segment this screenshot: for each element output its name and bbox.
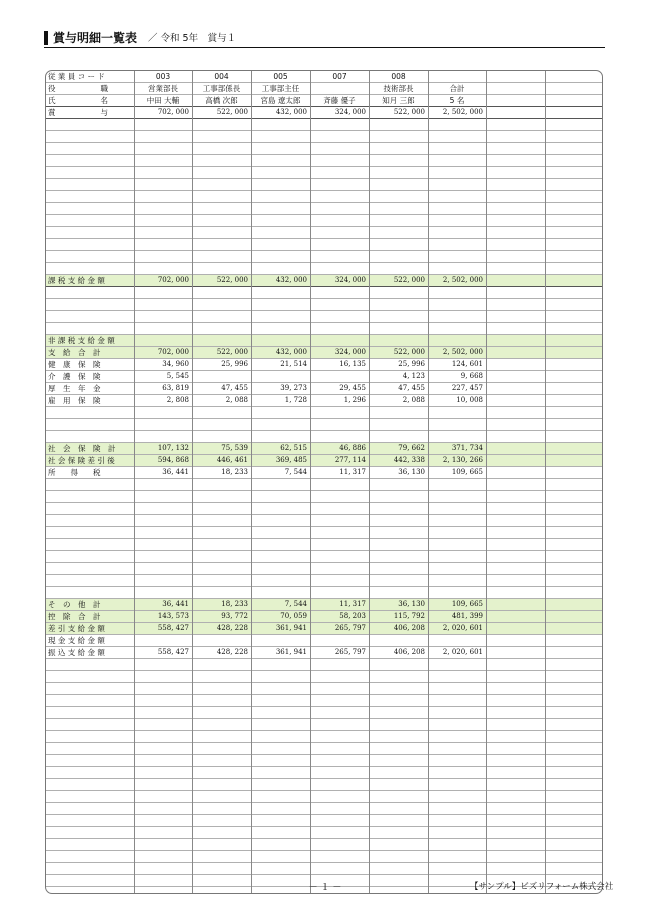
empty-row bbox=[46, 503, 602, 515]
amount-cell: 39, 273 bbox=[280, 384, 307, 392]
report-title: 賞与明細一覧表 bbox=[53, 31, 138, 45]
amount-cell: 70, 059 bbox=[280, 612, 307, 620]
column-divider bbox=[192, 71, 193, 893]
total-amount-cell bbox=[428, 335, 486, 346]
table-row bbox=[46, 623, 602, 635]
empty-row bbox=[46, 791, 602, 803]
empty-row bbox=[46, 515, 602, 527]
empty-row bbox=[46, 719, 602, 731]
empty-row bbox=[46, 767, 602, 779]
empty-row bbox=[46, 695, 602, 707]
amount-cell bbox=[192, 635, 251, 646]
empty-row bbox=[46, 563, 602, 575]
row-label: 課 税 支 給 金 額 bbox=[48, 276, 105, 285]
amount-cell: 115, 792 bbox=[393, 612, 425, 620]
amount-cell: 47, 455 bbox=[221, 384, 248, 392]
row-label: 健 康 保 険 bbox=[48, 360, 101, 369]
employee-position: 技術部長 bbox=[383, 84, 414, 93]
empty-row bbox=[46, 419, 602, 431]
amount-cell: 702, 000 bbox=[157, 348, 189, 356]
table-row bbox=[46, 383, 602, 395]
title-underline bbox=[44, 47, 605, 48]
amount-cell: 406, 208 bbox=[393, 624, 425, 632]
empty-row bbox=[46, 191, 602, 203]
empty-row bbox=[46, 731, 602, 743]
amount-cell: 522, 000 bbox=[216, 276, 248, 284]
table-row bbox=[46, 335, 602, 347]
table-row bbox=[46, 371, 602, 383]
header-row bbox=[46, 95, 602, 107]
empty-row bbox=[46, 407, 602, 419]
empty-row bbox=[46, 659, 602, 671]
amount-cell: 79, 662 bbox=[398, 444, 425, 452]
total-column-header: 合計 bbox=[449, 84, 465, 93]
empty-cell bbox=[428, 71, 486, 82]
page-number: － １ － bbox=[308, 883, 342, 893]
amount-cell: 7, 544 bbox=[284, 600, 307, 608]
row-label: 役 職 bbox=[48, 84, 108, 93]
amount-cell: 29, 455 bbox=[339, 384, 366, 392]
amount-cell: 18, 233 bbox=[221, 468, 248, 476]
table-row bbox=[46, 635, 602, 647]
total-amount-cell: 2, 130, 266 bbox=[442, 456, 483, 464]
amount-cell bbox=[251, 635, 310, 646]
amount-cell: 7, 544 bbox=[284, 468, 307, 476]
payroll-table bbox=[45, 70, 614, 894]
empty-row bbox=[46, 143, 602, 155]
header-row bbox=[46, 71, 602, 83]
column-divider bbox=[310, 71, 311, 893]
table-row bbox=[46, 359, 602, 371]
amount-cell: 36, 441 bbox=[162, 600, 189, 608]
row-label: 所 得 税 bbox=[48, 468, 101, 477]
total-amount-cell: 227, 457 bbox=[451, 384, 483, 392]
total-amount-cell: 10, 008 bbox=[456, 396, 483, 404]
amount-cell bbox=[310, 635, 369, 646]
amount-cell bbox=[192, 371, 251, 382]
amount-cell: 594, 868 bbox=[157, 456, 189, 464]
amount-cell: 1, 296 bbox=[343, 396, 366, 404]
amount-cell: 432, 000 bbox=[275, 276, 307, 284]
empty-row bbox=[46, 539, 602, 551]
amount-cell: 5, 545 bbox=[166, 372, 189, 380]
empty-row bbox=[46, 311, 602, 323]
amount-cell: 558, 427 bbox=[157, 648, 189, 656]
total-amount-cell: 481, 399 bbox=[451, 612, 483, 620]
employee-name: 宮島 遼太郎 bbox=[260, 96, 301, 105]
header-row bbox=[46, 83, 602, 95]
amount-cell bbox=[310, 371, 369, 382]
employee-position: 営業部長 bbox=[148, 84, 178, 93]
empty-row bbox=[46, 167, 602, 179]
table-row bbox=[46, 611, 602, 623]
amount-cell: 46, 886 bbox=[339, 444, 366, 452]
amount-cell: 442, 338 bbox=[393, 456, 425, 464]
employee-position bbox=[310, 83, 369, 94]
amount-cell bbox=[251, 335, 310, 346]
table-row bbox=[46, 599, 602, 611]
table-row bbox=[46, 275, 602, 287]
amount-cell: 47, 455 bbox=[398, 384, 425, 392]
amount-cell bbox=[369, 335, 428, 346]
amount-cell: 361, 941 bbox=[275, 624, 307, 632]
empty-row bbox=[46, 671, 602, 683]
amount-cell: 75, 539 bbox=[221, 444, 248, 452]
empty-row bbox=[46, 779, 602, 791]
total-amount-cell: 9, 668 bbox=[460, 372, 483, 380]
empty-row bbox=[46, 707, 602, 719]
total-amount-cell: 2, 502, 000 bbox=[442, 276, 483, 284]
empty-row bbox=[46, 851, 602, 863]
empty-row bbox=[46, 323, 602, 335]
employee-code: 005 bbox=[273, 72, 288, 81]
amount-cell: 18, 233 bbox=[221, 600, 248, 608]
amount-cell: 34, 960 bbox=[162, 360, 189, 368]
amount-cell: 324, 000 bbox=[334, 348, 366, 356]
table-row bbox=[46, 395, 602, 407]
total-amount-cell: 371, 734 bbox=[451, 444, 483, 452]
amount-cell: 2, 088 bbox=[402, 396, 425, 404]
amount-cell: 21, 514 bbox=[280, 360, 307, 368]
column-divider bbox=[134, 71, 135, 893]
empty-row bbox=[46, 227, 602, 239]
amount-cell bbox=[310, 335, 369, 346]
amount-cell bbox=[251, 371, 310, 382]
table-row bbox=[46, 443, 602, 455]
column-divider bbox=[486, 71, 487, 893]
row-label: 雇 用 保 険 bbox=[48, 396, 101, 405]
amount-cell: 11, 317 bbox=[339, 468, 366, 476]
empty-row bbox=[46, 287, 602, 299]
total-count: 5 名 bbox=[449, 96, 465, 105]
amount-cell: 702, 000 bbox=[157, 276, 189, 284]
row-label: そ の 他 計 bbox=[48, 600, 101, 609]
row-label: 従 業 員 コ ー ド bbox=[48, 72, 105, 81]
amount-cell: 36, 130 bbox=[398, 468, 425, 476]
empty-row bbox=[46, 827, 602, 839]
table-row bbox=[46, 347, 602, 359]
empty-row bbox=[46, 551, 602, 563]
row-label: 控 除 合 計 bbox=[48, 612, 101, 621]
empty-row bbox=[46, 839, 602, 851]
empty-row bbox=[46, 431, 602, 443]
table-row bbox=[46, 455, 602, 467]
empty-row bbox=[46, 299, 602, 311]
amount-cell: 432, 000 bbox=[275, 348, 307, 356]
row-label: 社 会 保 険 差 引 後 bbox=[48, 456, 115, 465]
row-label: 支 給 合 計 bbox=[48, 348, 101, 357]
table-row bbox=[46, 467, 602, 479]
row-label: 介 護 保 険 bbox=[48, 372, 101, 381]
amount-cell: 63, 819 bbox=[162, 384, 189, 392]
employee-position: 工事部主任 bbox=[261, 84, 300, 93]
amount-cell: 107, 132 bbox=[157, 444, 189, 452]
amount-cell: 25, 996 bbox=[221, 360, 248, 368]
amount-cell: 702, 000 bbox=[157, 108, 189, 116]
empty-row bbox=[46, 575, 602, 587]
employee-code: 008 bbox=[391, 72, 406, 81]
amount-cell: 93, 772 bbox=[221, 612, 248, 620]
total-amount-cell bbox=[428, 635, 486, 646]
amount-cell: 428, 228 bbox=[216, 624, 248, 632]
empty-row bbox=[46, 179, 602, 191]
row-label: 社 会 保 険 計 bbox=[48, 444, 116, 453]
empty-row bbox=[46, 491, 602, 503]
company-name: 【サンプル】ビズリフォーム株式会社 bbox=[470, 882, 614, 892]
amount-cell: 36, 441 bbox=[162, 468, 189, 476]
empty-row bbox=[46, 251, 602, 263]
row-label: 差 引 支 給 金 額 bbox=[48, 624, 105, 633]
amount-cell: 11, 317 bbox=[339, 600, 366, 608]
empty-row bbox=[46, 743, 602, 755]
empty-row bbox=[46, 119, 602, 131]
row-label: 非 課 税 支 給 金 額 bbox=[48, 336, 115, 345]
amount-cell: 36, 130 bbox=[398, 600, 425, 608]
employee-name: 知月 三郎 bbox=[382, 96, 415, 105]
amount-cell: 522, 000 bbox=[393, 276, 425, 284]
report-subtitle: ／ 令和 5年 賞与１ bbox=[148, 33, 237, 44]
empty-row bbox=[46, 755, 602, 767]
empty-row bbox=[46, 239, 602, 251]
empty-row bbox=[46, 863, 602, 875]
amount-cell: 58, 203 bbox=[339, 612, 366, 620]
column-divider bbox=[428, 71, 429, 893]
amount-cell: 522, 000 bbox=[393, 108, 425, 116]
column-divider bbox=[545, 71, 546, 893]
empty-row bbox=[46, 527, 602, 539]
amount-cell: 558, 427 bbox=[157, 624, 189, 632]
amount-cell: 324, 000 bbox=[334, 108, 366, 116]
amount-cell: 143, 573 bbox=[157, 612, 189, 620]
table-row bbox=[46, 647, 602, 659]
row-label: 賞 与 bbox=[48, 108, 108, 117]
employee-name: 斉藤 優子 bbox=[323, 96, 356, 105]
amount-cell bbox=[134, 635, 192, 646]
amount-cell: 522, 000 bbox=[216, 108, 248, 116]
total-amount-cell: 2, 020, 601 bbox=[442, 624, 483, 632]
employee-name: 高橋 次郎 bbox=[205, 96, 238, 105]
amount-cell: 277, 114 bbox=[334, 456, 366, 464]
total-amount-cell: 109, 665 bbox=[451, 600, 483, 608]
empty-row bbox=[46, 131, 602, 143]
employee-name: 中田 大輔 bbox=[146, 96, 180, 105]
amount-cell: 2, 088 bbox=[225, 396, 248, 404]
row-label: 振 込 支 給 金 額 bbox=[48, 648, 105, 657]
amount-cell: 265, 797 bbox=[334, 648, 366, 656]
empty-row bbox=[46, 815, 602, 827]
amount-cell: 522, 000 bbox=[393, 348, 425, 356]
column-divider bbox=[369, 71, 370, 893]
total-amount-cell: 2, 020, 601 bbox=[442, 648, 483, 656]
employee-code: 004 bbox=[214, 72, 229, 81]
row-label: 厚 生 年 金 bbox=[48, 384, 101, 393]
empty-row bbox=[46, 155, 602, 167]
amount-cell bbox=[134, 335, 192, 346]
empty-row bbox=[46, 803, 602, 815]
amount-cell: 361, 941 bbox=[275, 648, 307, 656]
empty-row bbox=[46, 215, 602, 227]
report-title-bar bbox=[44, 30, 604, 47]
amount-cell: 369, 485 bbox=[275, 456, 307, 464]
amount-cell: 62, 515 bbox=[280, 444, 307, 452]
amount-cell: 432, 000 bbox=[275, 108, 307, 116]
employee-code: 003 bbox=[155, 72, 171, 81]
amount-cell: 25, 996 bbox=[398, 360, 425, 368]
column-divider bbox=[251, 71, 252, 893]
amount-cell: 324, 000 bbox=[334, 276, 366, 284]
employee-code: 007 bbox=[332, 72, 347, 81]
amount-cell bbox=[192, 335, 251, 346]
amount-cell: 4, 123 bbox=[402, 372, 425, 380]
amount-cell: 446, 461 bbox=[216, 456, 248, 464]
amount-cell: 428, 228 bbox=[216, 648, 248, 656]
total-amount-cell: 2, 502, 000 bbox=[442, 348, 483, 356]
amount-cell: 522, 000 bbox=[216, 348, 248, 356]
amount-cell: 406, 208 bbox=[393, 648, 425, 656]
total-amount-cell: 109, 665 bbox=[451, 468, 483, 476]
employee-position: 工事部係長 bbox=[202, 84, 241, 93]
empty-row bbox=[46, 479, 602, 491]
total-amount-cell: 124, 601 bbox=[451, 360, 483, 368]
table-row bbox=[46, 107, 602, 119]
amount-cell: 16, 135 bbox=[339, 360, 366, 368]
amount-cell: 1, 728 bbox=[284, 396, 307, 404]
amount-cell: 265, 797 bbox=[334, 624, 366, 632]
amount-cell bbox=[369, 635, 428, 646]
row-label: 氏 名 bbox=[48, 96, 108, 105]
total-amount-cell: 2, 502, 000 bbox=[442, 108, 483, 116]
empty-row bbox=[46, 683, 602, 695]
title-marker bbox=[44, 31, 48, 45]
empty-row bbox=[46, 587, 602, 599]
row-label: 現 金 支 給 金 額 bbox=[48, 636, 105, 645]
empty-row bbox=[46, 263, 602, 275]
amount-cell: 2, 808 bbox=[166, 396, 189, 404]
empty-row bbox=[46, 203, 602, 215]
